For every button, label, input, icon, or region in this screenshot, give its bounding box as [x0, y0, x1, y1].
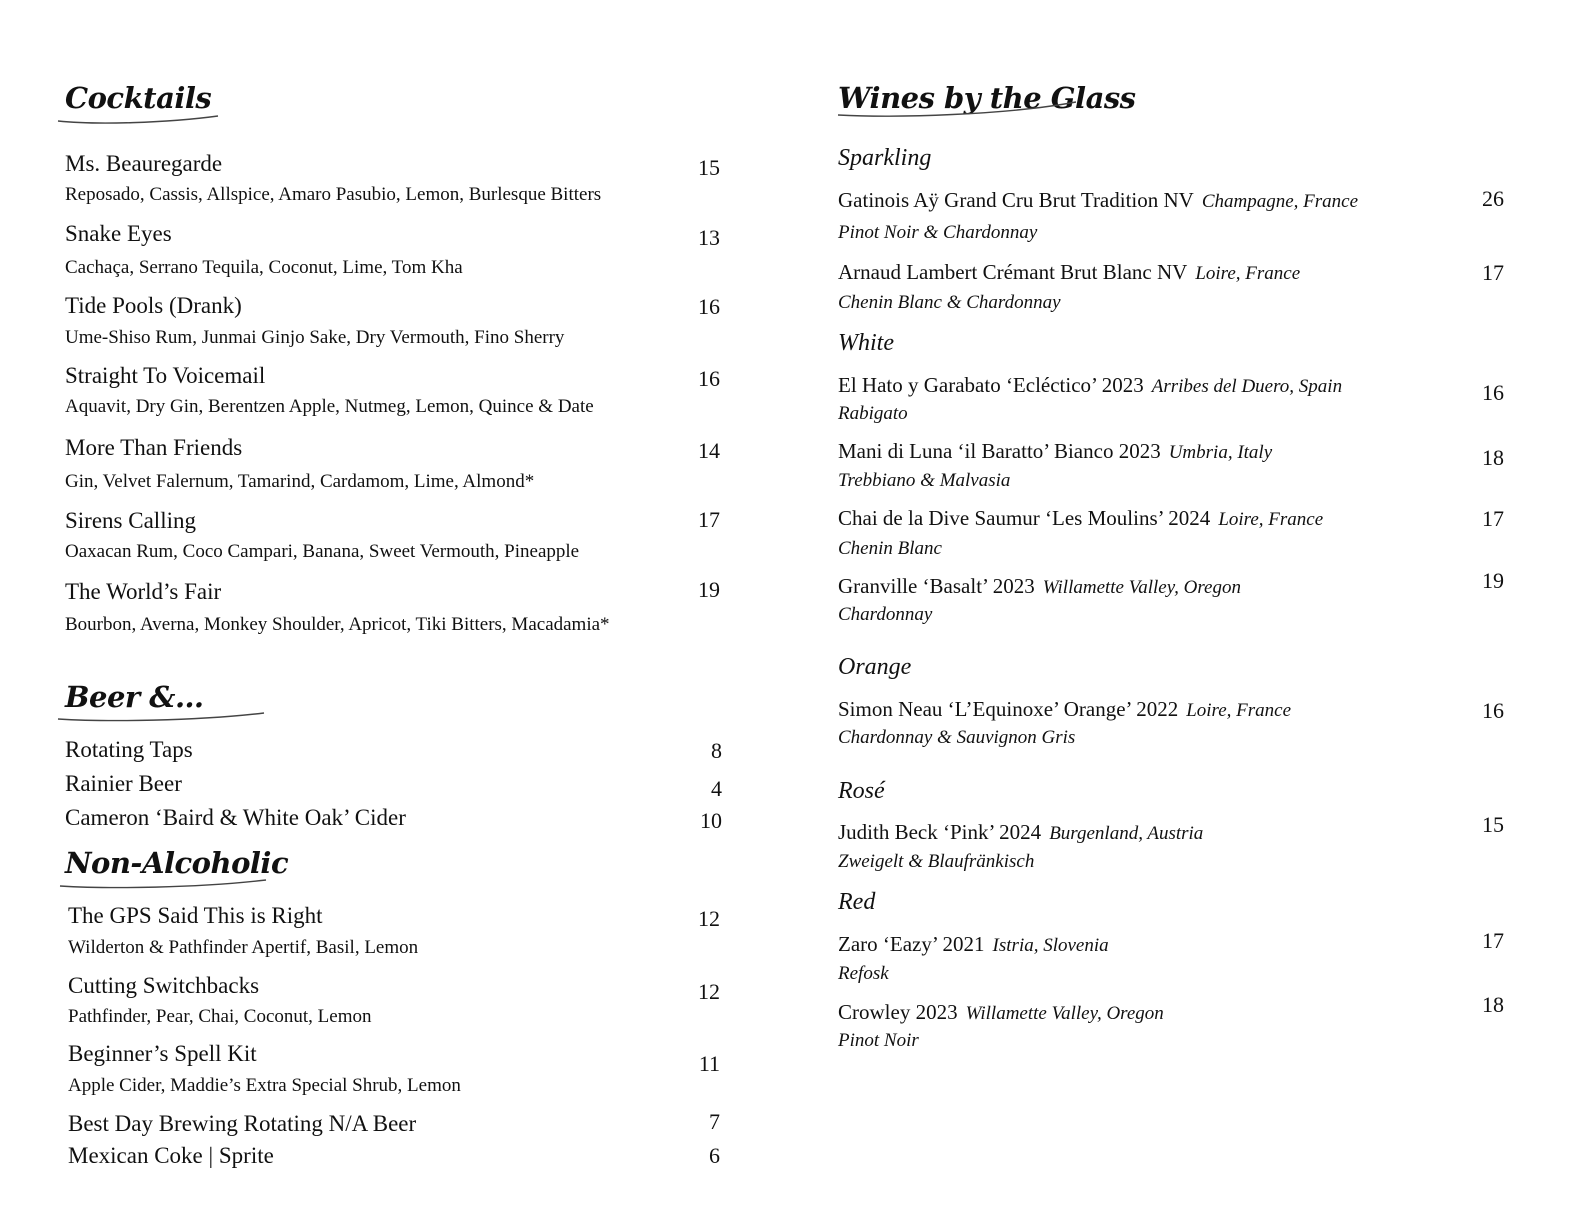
cocktail-price: 15 [698, 155, 720, 180]
wine-price: 26 [1482, 186, 1504, 211]
wine-category-sparkling: Sparkling [838, 145, 932, 171]
wine-grape: Chenin Blanc & Chardonnay [838, 292, 1061, 313]
wine-region: Arribes del Duero, Spain [1151, 376, 1343, 397]
cocktail-price: 13 [698, 225, 720, 250]
wine-grape: Rabigato [838, 403, 908, 424]
wine-price: 17 [1482, 506, 1504, 531]
wine-category-rose: Rosé [838, 778, 885, 804]
na-drink-price: 12 [698, 979, 720, 1004]
cocktails-heading-underline [56, 112, 226, 126]
cocktail-name: More Than Friends [65, 435, 243, 460]
wine-region: Umbria, Italy [1168, 442, 1273, 463]
cocktail-description: Gin, Velvet Falernum, Tamarind, Cardamom, Lime, Almond* [65, 471, 535, 492]
cocktail-description: Oaxacan Rum, Coco Campari, Banana, Sweet Vermouth, Pineapple [65, 541, 580, 562]
wine-item [838, 508, 1323, 529]
beer-price: 10 [700, 808, 722, 833]
wine-item [838, 190, 1358, 211]
cocktail-price: 14 [698, 438, 720, 463]
wine-name: Granville ‘Basalt’ 2023 [838, 574, 1035, 598]
cocktail-description: Bourbon, Averna, Monkey Shoulder, Apricot, Tiki Bitters, Macadamia* [65, 614, 610, 635]
wine-name: Gatinois Aÿ Grand Cru Brut Tradition NV [838, 188, 1194, 212]
wine-name: Simon Neau ‘L’Equinoxe’ Orange’ 2022 [838, 697, 1179, 721]
wine-item [838, 576, 1241, 597]
wines-heading-underline [836, 99, 1086, 121]
na-drink-name: Mexican Coke | Sprite [68, 1143, 274, 1168]
cocktail-description: Cachaça, Serrano Tequila, Coconut, Lime, Tom Kha [65, 257, 463, 278]
cocktail-price: 17 [698, 507, 720, 532]
wine-price: 17 [1482, 260, 1504, 285]
beer-price: 4 [711, 776, 722, 801]
beer-price: 8 [711, 738, 722, 763]
wine-region: Willamette Valley, Oregon [1042, 577, 1241, 598]
wine-grape: Pinot Noir [838, 1030, 919, 1051]
wine-grape: Refosk [838, 963, 889, 984]
cocktail-name: The World’s Fair [65, 579, 222, 604]
wine-item [838, 262, 1300, 283]
cocktail-description: Aquavit, Dry Gin, Berentzen Apple, Nutmeg, Lemon, Quince & Date [65, 396, 594, 417]
cocktail-name: Sirens Calling [65, 508, 196, 533]
na-drink-price: 6 [709, 1143, 720, 1168]
beer-name: Rainier Beer [65, 771, 182, 796]
wine-region: Loire, France [1218, 509, 1324, 530]
wine-grape: Chardonnay [838, 604, 933, 625]
beer-name: Rotating Taps [65, 737, 193, 762]
wine-region: Loire, France [1195, 263, 1301, 284]
wine-price: 16 [1482, 380, 1504, 405]
wine-name: Chai de la Dive Saumur ‘Les Moulins’ 2024 [838, 506, 1211, 530]
wine-name: Zaro ‘Eazy’ 2021 [838, 932, 985, 956]
wine-grape: Pinot Noir & Chardonnay [838, 222, 1038, 243]
cocktail-description: Ume-Shiso Rum, Junmai Ginjo Sake, Dry Vermouth, Fino Sherry [65, 327, 565, 348]
wine-name: Judith Beck ‘Pink’ 2024 [838, 820, 1042, 844]
na-drink-price: 7 [709, 1109, 720, 1134]
cocktail-name: Tide Pools (Drank) [65, 293, 242, 318]
beer-heading: Beer &… [65, 680, 204, 714]
wine-category-white: White [838, 330, 894, 356]
wine-price: 18 [1482, 992, 1504, 1017]
wine-item [838, 441, 1272, 462]
cocktail-price: 19 [698, 577, 720, 602]
na-drink-description: Pathfinder, Pear, Chai, Coconut, Lemon [68, 1006, 372, 1027]
wine-item [838, 375, 1342, 396]
na-drink-price: 11 [698, 1051, 720, 1076]
wine-category-orange: Orange [838, 654, 912, 680]
na-drink-name: Best Day Brewing Rotating N/A Beer [68, 1111, 417, 1136]
na-drink-description: Apple Cider, Maddie’s Extra Special Shrub, Lemon [68, 1075, 461, 1096]
wine-name: Crowley 2023 [838, 1000, 958, 1024]
wine-item [838, 1002, 1164, 1023]
wine-name: Arnaud Lambert Crémant Brut Blanc NV [838, 260, 1188, 284]
wines-heading: Wines by the Glass [838, 81, 1136, 115]
cocktail-name: Ms. Beauregarde [65, 151, 223, 176]
cocktail-name: Snake Eyes [65, 221, 172, 246]
wine-region: Burgenland, Austria [1049, 823, 1204, 844]
beer-heading-underline [56, 709, 276, 723]
wine-item [838, 822, 1203, 843]
wine-region: Champagne, France [1201, 191, 1359, 212]
wine-region: Loire, France [1186, 700, 1292, 721]
cocktail-price: 16 [698, 294, 720, 319]
na-drink-description: Wilderton & Pathfinder Apertif, Basil, Lemon [68, 937, 419, 958]
wine-price: 17 [1482, 928, 1504, 953]
wine-price: 16 [1482, 698, 1504, 723]
non-alcoholic-heading-underline [58, 876, 278, 890]
na-drink-name: The GPS Said This is Right [68, 903, 323, 928]
wine-grape: Trebbiano & Malvasia [838, 470, 1011, 491]
cocktails-heading: Cocktails [65, 81, 212, 115]
wine-item [838, 934, 1109, 955]
wine-price: 18 [1482, 445, 1504, 470]
non-alcoholic-heading: Non-Alcoholic [65, 846, 289, 880]
wine-grape: Chardonnay & Sauvignon Gris [838, 727, 1076, 748]
cocktail-description: Reposado, Cassis, Allspice, Amaro Pasubio, Lemon, Burlesque Bitters [65, 184, 602, 205]
wine-grape: Chenin Blanc [838, 538, 942, 559]
wine-price: 15 [1482, 812, 1504, 837]
cocktail-price: 16 [698, 366, 720, 391]
wine-item [838, 699, 1291, 720]
wine-region: Istria, Slovenia [992, 935, 1109, 956]
cocktail-name: Straight To Voicemail [65, 363, 266, 388]
wine-category-red: Red [838, 889, 876, 915]
wine-grape: Zweigelt & Blaufränkisch [838, 851, 1035, 872]
na-drink-price: 12 [698, 906, 720, 931]
wine-region: Willamette Valley, Oregon [965, 1003, 1164, 1024]
na-drink-name: Cutting Switchbacks [68, 973, 260, 998]
wine-price: 19 [1482, 568, 1504, 593]
wine-name: Mani di Luna ‘il Baratto’ Bianco 2023 [838, 439, 1161, 463]
beer-name: Cameron ‘Baird & White Oak’ Cider [65, 805, 406, 830]
wine-name: El Hato y Garabato ‘Ecléctico’ 2023 [838, 373, 1144, 397]
na-drink-name: Beginner’s Spell Kit [68, 1041, 257, 1066]
